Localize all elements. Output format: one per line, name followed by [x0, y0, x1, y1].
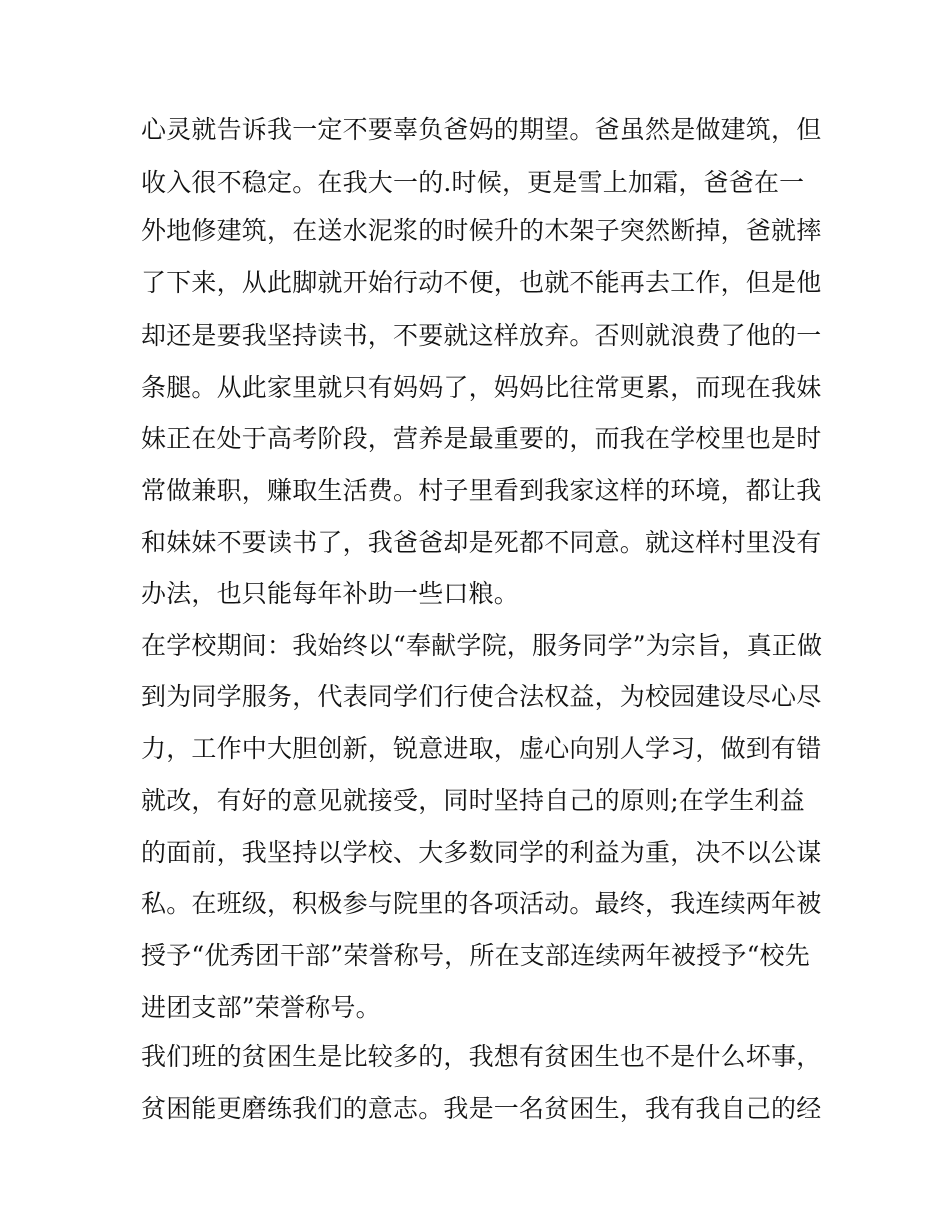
text-line-7: 妹正在处于高考阶段，营养是最重要的，而我在学校里也是时	[141, 424, 822, 453]
text-line-11: 在学校期间：我始终以“奉献学院，服务同学”为宗旨，真正做	[141, 631, 823, 660]
text-line-18: 进团支部”荣誉称号。	[141, 993, 381, 1022]
text-line-4: 了下来，从此脚就开始行动不便，也就不能再去工作，但是他	[141, 268, 822, 297]
text-line-6: 条腿。从此家里就只有妈妈了，妈妈比往常更累，而现在我妹	[141, 373, 822, 402]
text-line-14: 就改，有好的意见就接受，同时坚持自己的原则;在学生利益	[141, 786, 805, 815]
text-line-12: 到为同学服务，代表同学们行使合法权益，为校园建设尽心尽	[141, 682, 822, 711]
text-line-2: 收入很不稳定。在我大一的.时候，更是雪上加霜，爸爸在一	[141, 168, 805, 197]
text-line-16: 私。在班级，积极参与院里的各项活动。最终，我连续两年被	[141, 889, 822, 918]
text-line-10: 办法，也只能每年补助一些口粮。	[141, 579, 520, 608]
text-line-19: 我们班的贫困生是比较多的，我想有贫困生也不是什么坏事，	[141, 1042, 822, 1071]
text-line-13: 力，工作中大胆创新，锐意进取，虚心向别人学习，做到有错	[141, 734, 822, 763]
text-line-3: 外地修建筑，在送水泥浆的时候升的木架子突然断掉，爸就摔	[141, 216, 822, 245]
text-line-5: 却还是要我坚持读书，不要就这样放弃。否则就浪费了他的一	[141, 321, 822, 350]
text-line-9: 和妹妹不要读书了，我爸爸却是死都不同意。就这样村里没有	[141, 528, 822, 557]
text-line-20: 贫困能更磨练我们的意志。我是一名贫困生，我有我自己的经	[141, 1094, 822, 1123]
text-line-8: 常做兼职，赚取生活费。村子里看到我家这样的环境，都让我	[141, 476, 822, 505]
text-line-17: 授予“优秀团干部”荣誉称号，所在支部连续两年被授予“校先	[141, 941, 810, 970]
text-line-1: 心灵就告诉我一定不要辜负爸妈的期望。爸虽然是做建筑，但	[141, 115, 822, 144]
text-line-15: 的面前，我坚持以学校、大多数同学的利益为重，决不以公谋	[141, 838, 822, 867]
